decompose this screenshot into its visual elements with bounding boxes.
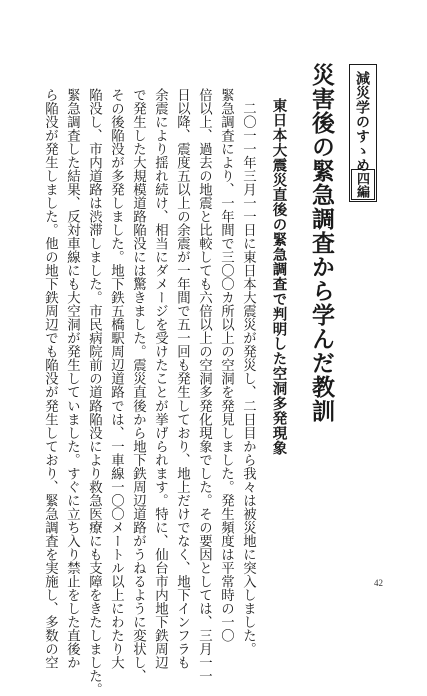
body-text-line: で発生した大規模道路陥没には驚きました。震災直後から地下鉄周辺道路がうねるように変状し、 bbox=[130, 88, 146, 683]
chapter-title: 災害後の緊急調査から学んだ教訓 bbox=[308, 63, 334, 423]
body-text-line: 日以降、震度五以上の余震が一年間で五一回も発生しており、地上だけでなく、地下インフラも bbox=[174, 88, 190, 670]
part-label: 四編 bbox=[354, 172, 369, 198]
body-text-line: その後陥没が多発しました。地下鉄五橋駅周辺道路では、一車線一〇〇メートル以上にわたり大 bbox=[108, 88, 124, 670]
body-text-line: 緊急調査した結果、反対車線にも大空洞が発生していました。すぐに立ち入り禁止をした直後か bbox=[64, 88, 80, 670]
body-text-line: 倍以上、過去の地震と比較しても六倍以上の空洞多発化現象でした。その要因としては、三月一一 bbox=[196, 88, 212, 683]
series-label: 減災学のすゝめ bbox=[354, 71, 370, 173]
body-text-line: 二〇一一年三月一一日に東日本大震災が発災し、二日目から我々は被災地に突入しました。 bbox=[240, 88, 256, 656]
page-number: 42 bbox=[374, 578, 383, 588]
body-text-line: ら陥没が発生しました。他の地下鉄周辺でも陥没が発生しており、緊急調査を実施し、多数の空 bbox=[42, 88, 58, 670]
body-text-line: 陥没し、市内道路は渋滞しました。市民病院前の道路陥没により救急医療にも支障をきたしました。 bbox=[86, 88, 102, 696]
body-text-line: 余震により揺れ続け、相当にダメージを受けたことが挙げられます。特に、仙台市内地下鉄周辺 bbox=[152, 88, 168, 670]
section-heading: 東日本大震災直後の緊急調査で判明した空洞多発現象 bbox=[270, 98, 288, 456]
body-text-line: 緊急調査により、一年間で三〇〇カ所以上の空洞を発見しました。発生頻度は平常時の一〇 bbox=[218, 88, 234, 643]
